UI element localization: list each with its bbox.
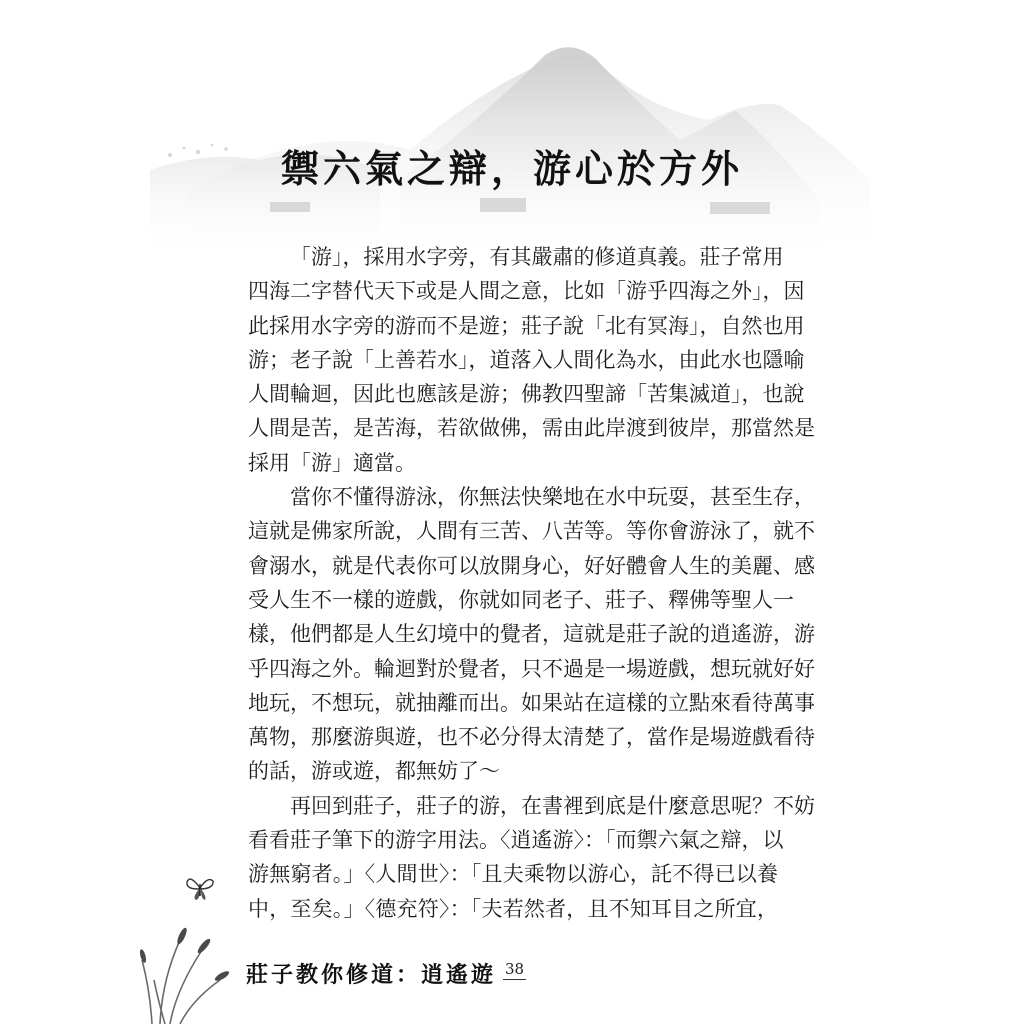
text-line: 樣，他們都是人生幻境中的覺者，這就是莊子說的逍遙游，游 bbox=[248, 622, 815, 647]
text-line: 乎四海之外。輪迴對於覺者，只不過是一場遊戲，想玩就好好 bbox=[248, 656, 815, 681]
text-line: 地玩，不想玩，就抽離而出。如果站在這樣的立點來看待萬事 bbox=[248, 690, 815, 715]
text-line: 再回到莊子，莊子的游，在書裡到底是什麼意思呢？不妨 bbox=[290, 793, 815, 818]
book-title: 莊子教你修道：逍遙遊 bbox=[246, 962, 497, 988]
text-line: 四海二字替代天下或是人間之意，比如「游乎四海之外」，因 bbox=[248, 279, 805, 304]
grass-icon bbox=[140, 920, 230, 1024]
text-line: 採用「游」適當。 bbox=[248, 450, 416, 475]
text-line: 游；老子說「上善若水」，道落入人間化為水，由此水也隱喻 bbox=[248, 347, 805, 372]
text-line: 此採用水字旁的游而不是遊；莊子說「北有冥海」，自然也用 bbox=[248, 313, 805, 338]
body-text bbox=[248, 240, 815, 926]
text-line: 游無窮者。」〈人間世〉：「且夫乘物以游心，託不得已以養 bbox=[248, 862, 778, 887]
text-line: 中，至矣。」〈德充符〉：「夫若然者，且不知耳目之所宜， bbox=[248, 896, 778, 921]
text-line: 人間是苦，是苦海，若欲做佛，需由此岸渡到彼岸，那當然是 bbox=[248, 416, 815, 441]
text-line: 人間輪迴，因此也應該是游；佛教四聖諦「苦集滅道」，也說 bbox=[248, 382, 805, 407]
text-line: 會溺水，就是代表你可以放開身心，好好體會人生的美麗、感 bbox=[248, 553, 815, 578]
text-line: 看看莊子筆下的游字用法。〈逍遙游〉：「而禦六氣之辯，以 bbox=[248, 828, 784, 853]
text-line: 這就是佛家所說，人間有三苦、八苦等。等你會游泳了，就不 bbox=[248, 519, 815, 544]
text-line: 受人生不一樣的遊戲，你就如同老子、莊子、釋佛等聖人一 bbox=[248, 587, 794, 612]
text-line: 當你不懂得游泳，你無法快樂地在水中玩耍，甚至生存， bbox=[290, 485, 815, 510]
page-title: 禦六氣之辯，游心於方外 bbox=[280, 146, 743, 191]
text-line: 「游」，採用水字旁，有其嚴肅的修道真義。莊子常用 bbox=[290, 245, 784, 269]
text-line: 的話，游或遊，都無妨了～ bbox=[248, 759, 500, 784]
page-number: 38 bbox=[505, 960, 525, 978]
butterfly-icon bbox=[184, 872, 216, 904]
text-line: 萬物，那麼游與遊，也不必分得太清楚了，當作是場遊戲看待 bbox=[248, 725, 815, 750]
